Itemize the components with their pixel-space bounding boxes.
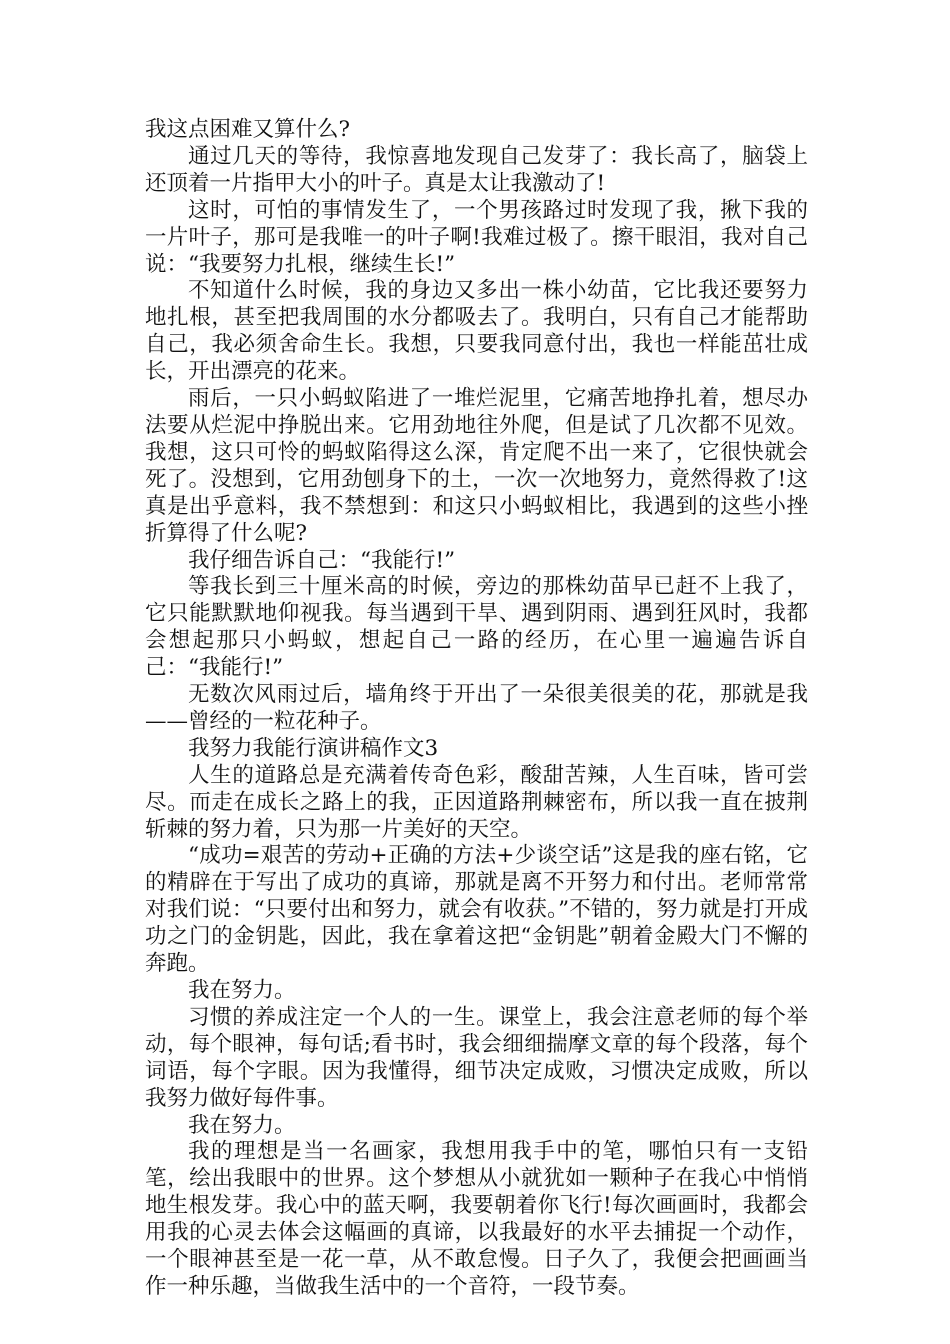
paragraph: 我这点困难又算什么? xyxy=(145,117,351,142)
paragraph: 不知道什么时候，我的身边又多出一株小幼苗，它比我还要努力地扎根，甚至把我周围的水分都吸去了。我明白，只有自己才能帮助自己，我必须舍命生长。我想，只要我同意付出，我也一样能茁壮成长，开出漂亮的花来。 xyxy=(145,278,808,385)
paragraph: 等我长到三十厘米高的时候，旁边的那株幼苗早已赶不上我了，它只能默默地仰视我。每当遇到干旱、遇到阴雨、遇到狂风时，我都会想起那只小蚂蚁，想起自己一路的经历，在心里一遍遍告诉自己：“我能行!” xyxy=(145,574,808,681)
paragraph: 我在努力。 xyxy=(188,978,296,1003)
section-heading: 我努力我能行演讲稿作文3 xyxy=(188,735,439,761)
paragraph: 我的理想是当一名画家，我想用我手中的笔，哪怕只有一支铅笔，绘出我眼中的世界。这个梦想从小就犹如一颗种子在我心中悄悄地生根发芽。我心中的蓝天啊，我要朝着你飞行!每次画画时，我都会用我的心灵去体会这幅画的真谛，以我最好的水平去捕捉一个动作，一个眼神甚至是一花一草，从不敢怠慢。日子久了，我便会把画画当作一种乐趣，当做我生活中的一个音符，一段节奏。 xyxy=(145,1139,808,1299)
paragraph: 通过几天的等待，我惊喜地发现自己发芽了：我长高了，脑袋上还顶着一片指甲大小的叶子。真是太让我激动了! xyxy=(145,143,808,196)
paragraph: 习惯的养成注定一个人的一生。课堂上，我会注意老师的每个举动，每个眼神，每句话;看书时，我会细细揣摩文章的每个段落，每个词语，每个字眼。因为我懂得，细节决定成败，习惯决定成败，所以我努力做好每件事。 xyxy=(145,1004,808,1111)
paragraph: 雨后，一只小蚂蚁陷进了一堆烂泥里，它痛苦地挣扎着，想尽办法要从烂泥中挣脱出来。它用劲地往外爬，但是试了几次都不见效。我想，这只可怜的蚂蚁陷得这么深，肯定爬不出一来了，它很快就会死了。没想到，它用劲刨身下的土，一次一次地努力，竟然得救了!这真是出乎意料，我不禁想到：和这只小蚂蚁相比，我遇到的这些小挫折算得了什么呢? xyxy=(145,386,808,546)
paragraph: 我在努力。 xyxy=(188,1112,296,1138)
paragraph: 人生的道路总是充满着传奇色彩，酸甜苦辣，人生百味，皆可尝尽。而走在成长之路上的我，正因道路荆棘密布，所以我一直在披荆斩棘的努力着，只为那一片美好的天空。 xyxy=(145,762,808,842)
paragraph: 这时，可怕的事情发生了，一个男孩路过时发现了我，揪下我的一片叶子，那可是我唯一的叶子啊!我难过极了。擦干眼泪，我对自己说：“我要努力扎根，继续生长!” xyxy=(145,197,808,277)
document-body xyxy=(145,117,808,1301)
paragraph: “成功=艰苦的劳动+正确的方法+少谈空话”这是我的座右铭，它的精辟在于写出了成功的真谛，那就是离不开努力和付出。老师常常对我们说：“只要付出和努力，就会有收获。”不错的，努力就是打开成功之门的金钥匙，因此，我在拿着这把“金钥匙”朝着金殿大门不懈的奔跑。 xyxy=(145,843,808,977)
paragraph: 无数次风雨过后，墙角终于开出了一朵很美很美的花，那就是我——曾经的一粒花种子。 xyxy=(145,682,808,734)
paragraph: 我仔细告诉自己：“我能行!” xyxy=(188,547,456,573)
